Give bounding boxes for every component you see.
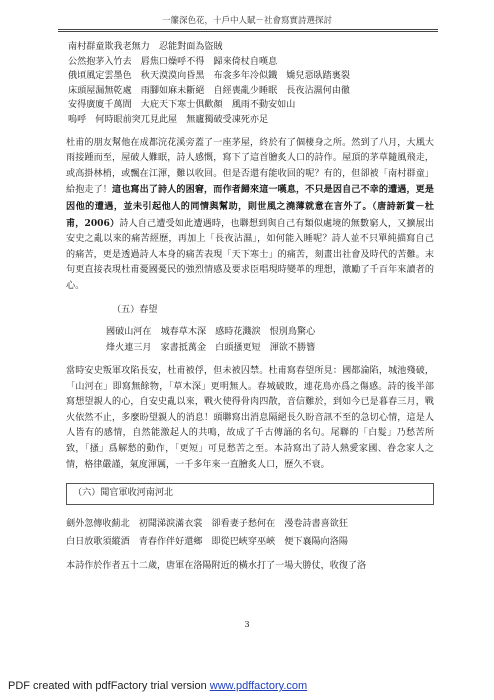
poem-chunwang	[66, 324, 434, 356]
poem-line: 公然抱茅入竹去 唇焦口燥呼不得 歸來倚杖自嘆息	[68, 56, 278, 67]
footer-text: PDF created with pdfFactory trial version	[8, 680, 210, 692]
header-rule-thin	[58, 31, 438, 32]
poem-line: 南村群童欺我老無力 忍能對面為盜賊	[68, 42, 223, 52]
page-number: 3	[244, 620, 250, 629]
para1-rest: 詩人自己遭受如此遭遇時，也聯想到與自己有類似處境的無數窮人，又擴展出安史之亂以來的痛苦經歷，再加上「長夜沾濕」，如何能入睡呢？詩人並不只單純描寫自己的痛苦，更是透過詩人本身的痛苦表現「天下寒士」的痛苦，刻畫出社會及時代的苦難。末句更直接表現杜甫憂國憂民的強烈情感及要求臣唱現時變革的理想，激勵了千百年來讀者的心。	[66, 218, 434, 291]
paragraph-analysis-1	[66, 136, 434, 295]
poem-line: 安得廣廈千萬間 大庇天下寒士俱歡顏 風雨不動安如山	[68, 100, 296, 111]
poem-top	[66, 40, 434, 128]
paragraph-analysis-3: 本詩作於作者五十二歲，唐軍在洛陽附近的橫水打了一場大勝仗，收復了洛	[66, 560, 367, 571]
poem-wenguanjun	[66, 515, 434, 551]
para1-intro: 杜甫的朋友幫他在成都浣花溪旁蓋了一座茅屋，終於有了個棲身之所。然到了八月，大風大雨接踵而至，屋破人難眠，詩人感慨，寫下了這首膾炙人口的詩作。屋頂的茅草隨風飛走，或高掛林梢，或飄在江渾，難以收回。但是否還有能收回的呢？有的，但卻被「南村群童」給抱走了！	[66, 137, 434, 196]
page-body	[66, 40, 434, 574]
section-title-chunwang: （五）春望	[112, 304, 158, 315]
poem-line: 床頭屋漏無乾處 雨腳如麻未斷絕 自經喪亂少睡眠 長夜沾濕何由徹	[68, 85, 350, 96]
poem-line: 俄頃風定雲墨色 秋天漠漠向昏黑 布衾多年冷似鐵 嬌兒惡臥踏裏裂	[68, 71, 350, 82]
section-title-wenguanjun: （六）聞官軍收河南河北	[66, 483, 434, 505]
poem-line: 國破山河在 城春草木深 感時花濺淚 恨別鳥驚心	[106, 327, 316, 338]
poem-line: 白日放歌須縱酒 青春作伴好還鄉 即從巴峽穿巫峽 便下襄陽向洛陽	[66, 536, 348, 547]
para1-emphasis: 這也寫出了詩人的困窘，而作者歸來這一嘆息，不只是因自己不幸的遭遇，更是因他的遭遇，並未引起他人的同情與幫助，則世風之澆薄就意在言外了。（唐詩新賞－杜甫，2006）	[66, 184, 434, 229]
poem-line: 烽火連三月 家書抵萬金 白頭搔更短 渾欲不勝簪	[106, 343, 316, 354]
poem-line: 劍外忽傳收薊北 初聞涕淚滿衣裳 卻看妻子愁何在 漫卷詩書喜欲狂	[66, 518, 348, 529]
header-rule	[58, 29, 438, 30]
footer-link[interactable]: www.pdffactory.com	[209, 680, 308, 692]
pdf-footer	[8, 680, 307, 692]
poem-line: 嗚呼 何時眼前突兀見此屋 無廬獨破受凍死亦足	[68, 114, 269, 125]
running-header: 一簾深色花，十戶中人賦－社會寫實詩選探討	[161, 16, 332, 26]
paragraph-analysis-2: 當時安史叛軍攻陷長安，杜甫被俘，但未被囚禁。杜甫寫春望所見：國都淪陷，城池殘破，「山河在」即寫無餘物，「草木深」更明無人。春城破敗，連花鳥亦爲之傷感。詩的後半部寫想望親人的心，自安史亂以來，戰火使得骨肉四散，音信難於，到如今已是暮春三月，戰火依然不止，多麼盼望親人的消息！頭聯寫出消息隔絕長久盼音訊不至的急切心情，這是人人皆有的感情，自然能激起人的共鳴，故成了千古傳誦的名句。尾聯的「白髮」乃愁苦所致，「搔」爲解愁的動作，「更短」可見愁苦之至。本詩寫出了詩人熱愛家國、眷念家人之情，格律嚴謹，氣度渾厲，一千多年來一直膾炙人口，歷久不衰。	[66, 366, 434, 470]
